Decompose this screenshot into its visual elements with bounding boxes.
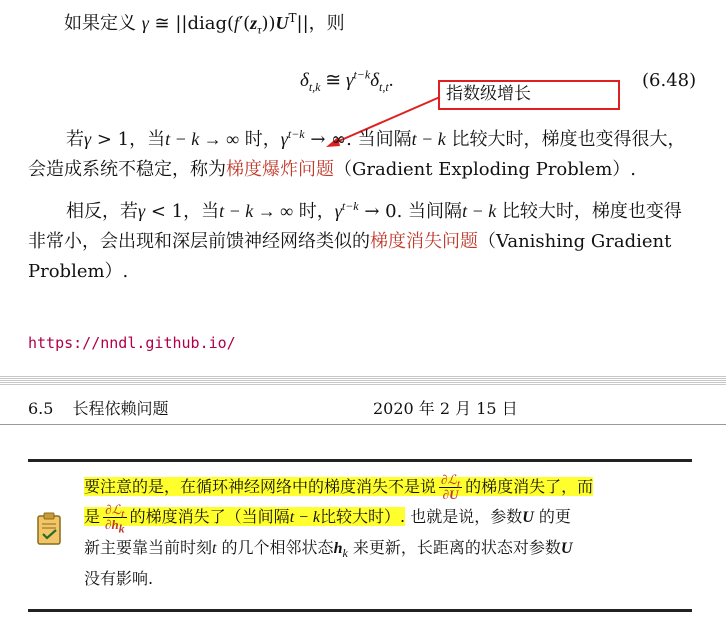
- frac-dL-dh: [103, 502, 127, 536]
- approx-norm: ≅ ||: [148, 13, 188, 34]
- note-l2b: 的梯度消失了（当间隔: [129, 507, 290, 526]
- p1-b: > 1，当: [91, 129, 166, 150]
- p1-c: t − k → ∞: [165, 129, 240, 149]
- frac2-num: ∂ℒ: [105, 502, 122, 517]
- p1-d: 时，: [239, 129, 281, 150]
- frac2-den: ∂h: [105, 517, 119, 532]
- term-gradient-exploding: 梯度爆炸问题: [226, 159, 334, 180]
- frac1-num-sub: t: [456, 476, 461, 491]
- f-symbol: f: [234, 13, 240, 33]
- transpose-sup: T: [288, 11, 297, 25]
- running-header-date: 2020 年 2 月 15 日: [373, 399, 518, 418]
- p2-a: 相反，若: [66, 201, 138, 222]
- note-top-rule: [28, 459, 692, 462]
- p1-f: t − k: [411, 129, 446, 149]
- equation-number: (6.48): [642, 70, 697, 91]
- z-symbol: z: [250, 13, 258, 33]
- p2-gamma2: γ: [334, 201, 342, 221]
- prime-paren: ′(: [239, 13, 251, 34]
- footer-url[interactable]: https://nndl.github.io/: [28, 334, 236, 352]
- term-gradient-vanishing: 梯度消失问题: [370, 231, 478, 252]
- p1-h: （Gradient Exploding Problem）.: [334, 159, 636, 180]
- p1-exp: t−k: [287, 127, 305, 141]
- note-h: h: [333, 540, 343, 557]
- note-line-1: [84, 472, 694, 502]
- running-header-section: [28, 398, 169, 420]
- delta-sub-tt: t,t: [379, 79, 389, 94]
- note-line-3: [84, 533, 694, 564]
- page-break-band: [0, 376, 726, 386]
- intro-suffix: ||，则: [296, 13, 345, 34]
- U-symbol: U: [275, 13, 289, 33]
- frac1-den: ∂U: [442, 487, 459, 502]
- p2-d: 时，: [293, 201, 335, 222]
- delta2-symbol: δ: [370, 70, 380, 91]
- p1-gamma: γ: [84, 129, 92, 149]
- frac1-num: ∂ℒ: [441, 472, 457, 487]
- eq-exponent: t−k: [353, 67, 371, 82]
- paragraph-vanishing: [28, 196, 698, 287]
- p2-f: t − k: [462, 201, 497, 221]
- note-l2d: 比较大时）.: [320, 507, 406, 526]
- note-hsub: k: [342, 546, 348, 561]
- note-l3a: 新主要靠当前时刻: [84, 538, 213, 557]
- tau-sub: τ: [257, 22, 262, 37]
- p2-gamma: γ: [138, 201, 146, 221]
- note-l2e: 也就是说，参数: [405, 507, 523, 526]
- p2-exp: t−k: [341, 199, 359, 213]
- close-paren: )): [261, 13, 276, 34]
- p1-gamma2: γ: [280, 129, 288, 149]
- note-text: [84, 472, 694, 594]
- note-check-icon: [36, 512, 64, 546]
- note-l2f: 的更: [533, 507, 571, 526]
- note-line-4: 没有影响.: [84, 569, 154, 588]
- frac2-den-sub: k: [118, 521, 125, 536]
- note-U2: U: [560, 540, 573, 557]
- p2-c: t − k → ∞: [219, 201, 294, 221]
- note-l1b: 的梯度消失了，而: [465, 477, 594, 496]
- diag-text: diag(: [187, 13, 235, 34]
- frac-dL-dU: [439, 473, 462, 502]
- note-l2a: 是: [84, 507, 101, 526]
- note-l1-highlight: [84, 472, 594, 502]
- paragraph-exploding: [28, 124, 698, 185]
- frac2-num-sub: t: [121, 506, 125, 521]
- note-l3c: 来更新，长距离的状态对参数: [347, 538, 561, 557]
- gamma-symbol: γ: [141, 13, 149, 33]
- p1-a: 若: [66, 129, 84, 150]
- delta-sub-tk: t,k: [308, 79, 321, 94]
- p1-e: → ∞. 当间隔: [304, 129, 412, 150]
- note-t: t: [212, 540, 217, 557]
- note-bottom-rule: [28, 609, 692, 612]
- note-l2c: t − k: [289, 509, 321, 526]
- delta-symbol: δ: [300, 70, 309, 91]
- eq-approx: ≅: [320, 70, 346, 91]
- note-l2-highlight: [84, 502, 406, 536]
- section-title: 长程依赖问题: [72, 399, 169, 418]
- annotation-label: 指数级增长: [446, 84, 531, 104]
- eq-gamma: γ: [345, 70, 354, 91]
- note-l3b: 的几个相邻状态: [216, 538, 334, 557]
- section-number: 6.5: [28, 399, 54, 418]
- p2-e: → 0. 当间隔: [358, 201, 463, 222]
- intro-prefix: 如果定义: [64, 13, 142, 34]
- header-rule: [0, 424, 726, 425]
- p2-h: （Vanishing Gradient Problem）.: [28, 231, 672, 282]
- eq-period: .: [388, 70, 394, 91]
- p1-g: 比较大时，梯度也变得很大，会造成系统不稳定，称为: [28, 129, 686, 180]
- note-l1a: 要注意的是，在循环神经网络中的梯度消失不是说: [84, 477, 437, 496]
- p2-g: 比较大时，梯度也变得非常小，会出现和深层前馈神经网络类似的: [28, 201, 682, 252]
- note-line-2: [84, 502, 694, 536]
- note-U: U: [522, 509, 534, 526]
- p2-b: < 1，当: [145, 201, 220, 222]
